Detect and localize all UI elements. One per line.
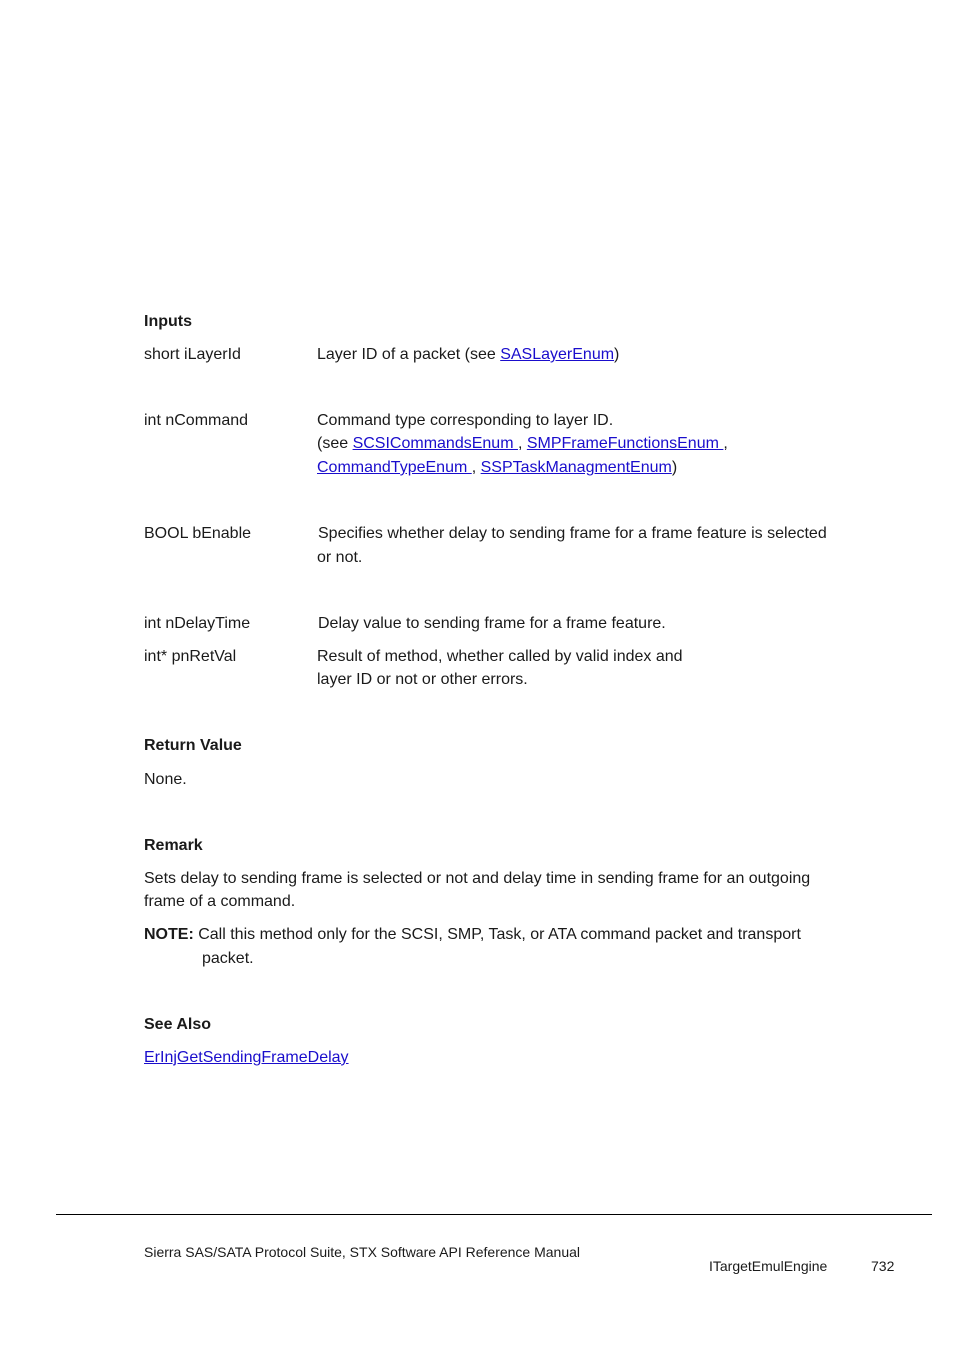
param-desc-ncommand-line1: Command type corresponding to layer ID. bbox=[317, 412, 614, 429]
footer-manual-title: Sierra SAS/SATA Protocol Suite, STX Software API Reference Manual bbox=[144, 1244, 581, 1260]
param-desc-benable-line1: Specifies whether delay to sending frame for a frame feature is selected bbox=[318, 525, 827, 542]
param-desc-pnretval-line2: layer ID or not or other errors. bbox=[317, 671, 528, 688]
desc-text: ) bbox=[614, 346, 620, 363]
separator: , bbox=[471, 459, 481, 476]
param-desc-benable-line2: or not. bbox=[317, 549, 363, 566]
return-value-text: None. bbox=[144, 771, 187, 788]
see-also-item bbox=[144, 1046, 349, 1069]
separator: , bbox=[517, 435, 527, 452]
note-label: NOTE: bbox=[144, 926, 194, 943]
desc-text: ) bbox=[671, 459, 678, 476]
param-desc-ncommand-line2 bbox=[317, 432, 728, 455]
note-line1 bbox=[144, 923, 801, 946]
param-desc-ndelaytime: Delay value to sending frame for a frame feature. bbox=[318, 615, 666, 632]
param-name-pnretval: int* pnRetVal bbox=[144, 648, 237, 665]
link-saslayerenum[interactable]: SASLayerEnum bbox=[500, 346, 615, 363]
remark-line2: frame of a command. bbox=[144, 893, 296, 910]
footer-divider bbox=[56, 1214, 932, 1215]
desc-text: Layer ID of a packet (see bbox=[317, 346, 501, 363]
note-text: Call this method only for the SCSI, SMP, Task, or ATA command packet and transport bbox=[193, 926, 801, 943]
link-scsicommandsenum[interactable]: SCSICommandsEnum bbox=[352, 435, 518, 452]
footer-section: ITargetEmulEngine bbox=[709, 1258, 828, 1274]
link-smpframefunctionsenum[interactable]: SMPFrameFunctionsEnum bbox=[526, 435, 724, 452]
link-commandtypeenum[interactable]: CommandTypeEnum bbox=[317, 459, 472, 476]
param-desc-pnretval-line1: Result of method, whether called by valid index and bbox=[317, 648, 683, 665]
remark-line1: Sets delay to sending frame is selected or not and delay time in sending frame for an outgoing bbox=[144, 870, 811, 887]
param-name-ilayerid: short iLayerId bbox=[144, 346, 241, 363]
return-value-heading: Return Value bbox=[144, 737, 242, 754]
remark-heading: Remark bbox=[144, 837, 203, 854]
separator: , bbox=[723, 435, 728, 452]
param-name-ndelaytime: int nDelayTime bbox=[144, 615, 251, 632]
see-also-heading: See Also bbox=[144, 1016, 211, 1033]
inputs-heading: Inputs bbox=[144, 313, 192, 330]
desc-text: (see bbox=[317, 435, 353, 452]
footer-page-number: 732 bbox=[871, 1258, 895, 1274]
link-ssptaskmanagmentenum[interactable]: SSPTaskManagmentEnum bbox=[480, 459, 672, 476]
note-line2: packet. bbox=[202, 950, 254, 967]
param-name-benable: BOOL bEnable bbox=[144, 525, 252, 542]
param-desc-ilayerid bbox=[317, 343, 619, 366]
param-desc-ncommand-line3 bbox=[317, 456, 677, 479]
link-erinjgetsendingframedelay[interactable]: ErInjGetSendingFrameDelay bbox=[144, 1049, 349, 1066]
param-name-ncommand: int nCommand bbox=[144, 412, 249, 429]
